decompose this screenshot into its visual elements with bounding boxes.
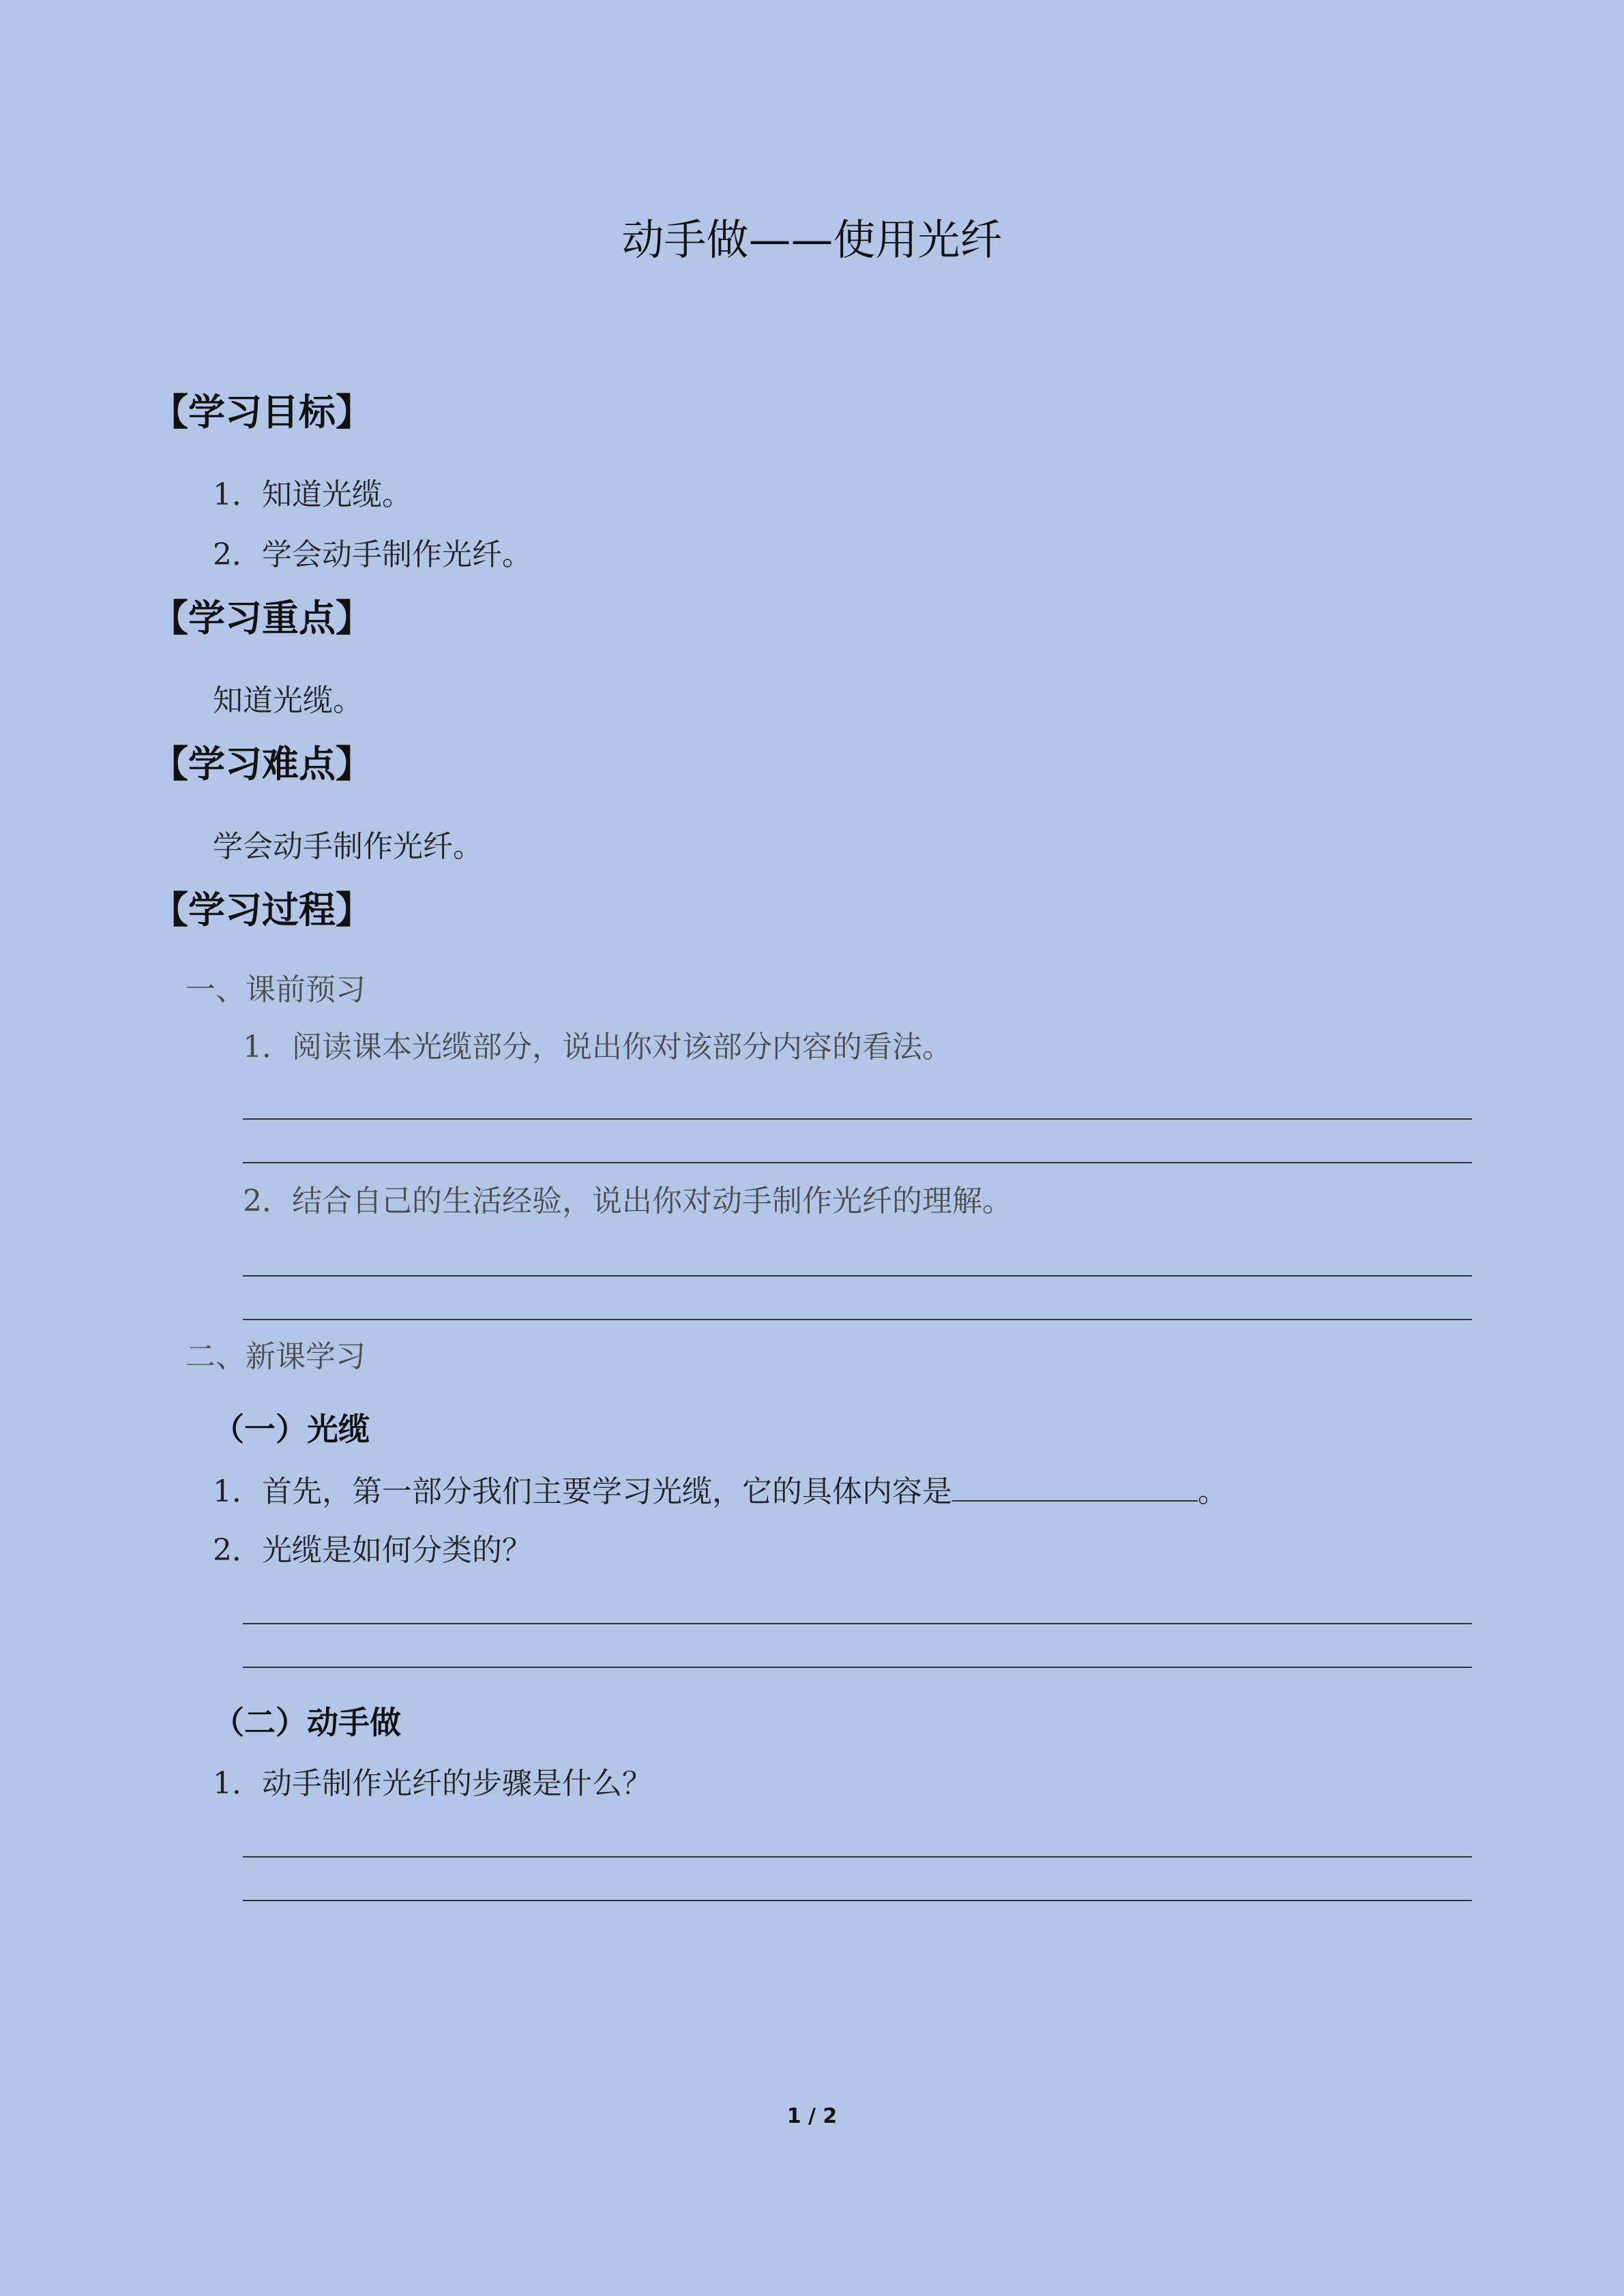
answer-line[interactable] — [243, 1667, 1472, 1668]
goal-item-2: 2．学会动手制作光纤。 — [213, 537, 532, 572]
section-heading-key-points: 【学习重点】 — [151, 597, 372, 640]
new-lesson-label: 二、新课学习 — [186, 1339, 366, 1374]
goal-item-1: 1．知道光缆。 — [213, 477, 412, 512]
part1-question-1-text: 1．首先，第一部分我们主要学习光缆，它的具体内容是 — [213, 1474, 952, 1509]
answer-line[interactable] — [243, 1623, 1472, 1624]
answer-line[interactable] — [243, 1162, 1472, 1163]
section-heading-goals: 【学习目标】 — [151, 391, 372, 434]
page-number: 1 / 2 — [786, 2104, 838, 2128]
part1-question-1-end: 。 — [1198, 1474, 1228, 1509]
answer-line[interactable] — [243, 1319, 1472, 1320]
fill-in-blank[interactable] — [952, 1470, 1198, 1502]
section-heading-difficulties: 【学习难点】 — [151, 743, 372, 786]
part1-question-2: 2．光缆是如何分类的？ — [213, 1533, 532, 1568]
answer-line[interactable] — [243, 1118, 1472, 1120]
part2-question-1: 1．动手制作光纤的步骤是什么？ — [213, 1766, 652, 1801]
answer-line[interactable] — [243, 1900, 1472, 1901]
difficulties-text: 学会动手制作光纤。 — [213, 829, 483, 864]
part1-question-1 — [213, 1470, 1228, 1512]
part2-heading: （二）动手做 — [213, 1704, 401, 1741]
page-title: 动手做——使用光纤 — [621, 215, 1003, 265]
key-points-text: 知道光缆。 — [213, 683, 363, 718]
preview-label: 一、课前预习 — [186, 972, 366, 1007]
section-heading-process: 【学习过程】 — [151, 889, 372, 931]
preview-question-2: 2．结合自己的生活经验，说出你对动手制作光纤的理解。 — [243, 1184, 1012, 1219]
answer-line[interactable] — [243, 1856, 1472, 1858]
part1-heading: （一）光缆 — [213, 1411, 370, 1448]
preview-question-1: 1．阅读课本光缆部分，说出你对该部分内容的看法。 — [243, 1030, 952, 1064]
answer-line[interactable] — [243, 1275, 1472, 1277]
